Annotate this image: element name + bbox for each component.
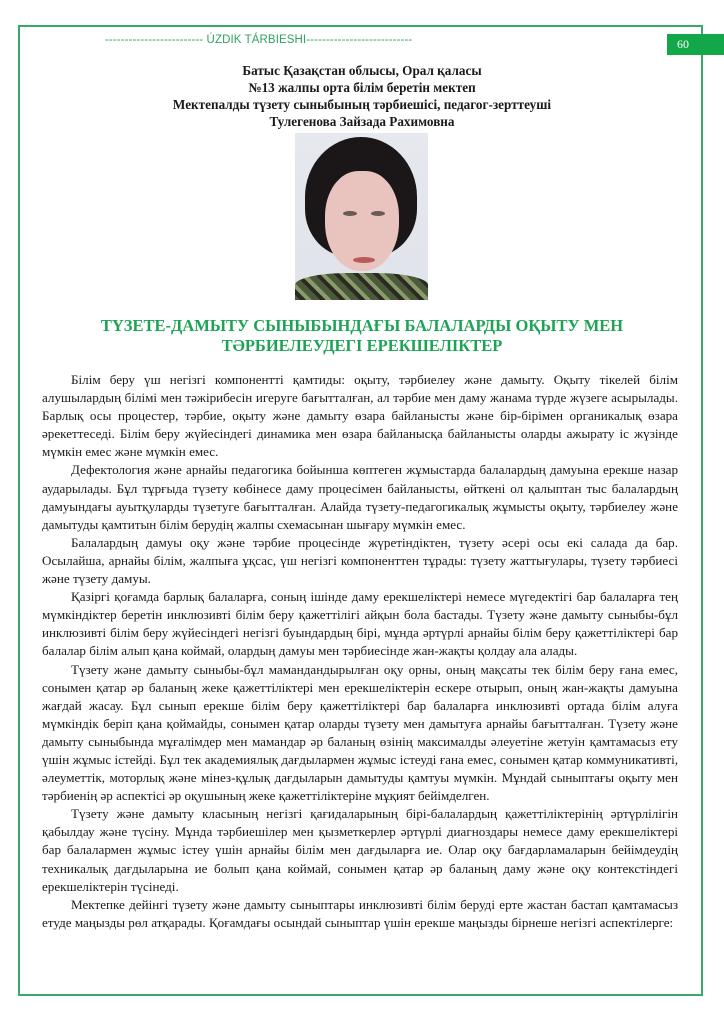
article-title-line-2: ТӘРБИЕЛЕУДЕГІ ЕРЕКШЕЛІКТЕР [221, 336, 503, 355]
paragraph: Дефектология және арнайы педагогика бойынша көптеген жұмыстарда балалардың дамуына ерекше назар аударылады. Бұл тұрғыда түзету көбінесе даму процесімен байланысты, өйткені ол қалыптан тыс балалардың дамуындағы ауытқуларды түзетуге бағытталған. Алайда түзету-педагогикалық жұмысты оқыту, тәрбиелеу және дамытуды қамтитын білім берудің жалпы схемасынан шығару мүмкін емес. [42, 462, 678, 532]
paragraph: Білім беру үш негізгі компонентті қамтиды: оқыту, тәрбиелеу және дамыту. Оқыту тікелей білім алушылардың білімі мен тәжірибесін игеруге бағытталған, ал тәрбие мен даму жанама түрде жүзеге асырылады. Барлық осы процестер, тәрбие, оқыту және дамыту өзара байланысты және бір-бірімен органикалық өзара әрекеттеседі. Білім беру жүйесіндегі динамика мен өзара байланысқа байланысты оларды ажырату іс жүзінде мүмкін емес және мүмкін емес. [42, 372, 678, 460]
portrait-eye-left [343, 211, 357, 216]
author-school: №13 жалпы орта білім беретін мектеп [248, 80, 476, 95]
author-portrait-photo [295, 133, 428, 300]
article-body [42, 371, 678, 932]
author-block [0, 62, 724, 130]
paragraph: Балалардың дамуы оқу және тәрбие процесінде жүретіндіктен, түзету әсері осы екі салада да бар. Осылайша, арнайы білім, жалпыға ұқсас, үш негізгі компоненттен тұрады: түзету жаттығулары, түзету тәрбиесі және түзету дамуы. [42, 534, 678, 587]
portrait-face [325, 171, 399, 271]
portrait-clothes [295, 273, 428, 300]
portrait-lips [353, 257, 375, 263]
article-title-line-1: ТҮЗЕТЕ-ДАМЫТУ СЫНЫБЫНДАҒЫ БАЛАЛАРДЫ ОҚЫТУ МЕН [100, 316, 624, 335]
author-position: Мектепалды түзету сыныбының тәрбиешісі, педагог-зерттеуші [172, 97, 552, 112]
paragraph: Мектепке дейінгі түзету және дамыту сыныптары инклюзивті білім беруді ерте жастан бастап қамтамасыз етуде маңызды рөл атқарады. Қоғамдағы осындай сыныптар үшін ерекше маңызды бірнеше негізгі аспектілерге: [42, 896, 678, 930]
author-name: Тулегенова Зайзада Рахимовна [269, 114, 455, 129]
paragraph: Түзету және дамыту класының негізгі қағидаларының бірі-балалардың қажеттіліктерінің әртүрлілігін қабылдау және түсіну. Мұнда тәрбиешілер мен қызметкерлер әртүрлі диагноздары немесе даму ерекшеліктері бар балалармен жұмыс істеу үшін арнайы білім мен дағдыларға ие. Олар оқу бағдарламаларын бейімдеудің техникалық дағдыларына ие болып қана коймай, сонымен қатар әр баланың даму және оқу контекстіндегі ерекшеліктерін түсінеді. [42, 806, 678, 894]
article-title [0, 316, 724, 356]
portrait-eye-right [371, 211, 385, 216]
author-region: Батыс Қазақстан облысы, Орал қаласы [242, 63, 482, 78]
paragraph: Қазіргі қоғамда барлық балаларға, соның ішінде даму ерекшеліктері немесе мүгедектігі бар балаларға тең мүмкіндіктер беретін инклюзивті білім беру қажеттілігі айқын бола бастады. Түзету және дамыту сыныбы-бұл инклюзивті білім беру жүйесіндегі негізгі буындардың бірі, мұнда әртүрлі арнайы білім беру қажеттіліктері бар балалар білім алып қана коймай, олардың дамуы мен тәрбиесінде жан-жақты қолдау ала алады. [42, 589, 678, 659]
paragraph: Түзету және дамыту сыныбы-бұл мамандандырылған оқу орны, оның мақсаты тек білім беру ғана емес, сонымен қатар әр баланың жеке қажеттіліктері мен ерекшеліктерін ескере отырып, оның жан-жақты дамуына жағдай жасау. Бұл сынып ерекше білім беру қажеттіліктері бар балаларға инклюзивті ортада білім алуға мүмкіндік беріп қана қоймайды, сонымен қатар оларды түзету мен дамытуға арнайы бағытталған. Түзету және дамыту сыныбында мұғалімдер мен мамандар әр баланың өзінің максималды әлеуетіне жетуін қамтамасыз ету үшін жұмыс істейді. Бұл тек академиялық дағдылармен жұмыс істеуді ғана емес, сонымен қатар коммуникативті, әлеуметтік, моторлық және мінез-құлық дағдыларын дамытуды қамтуы мүмкін. Мұндай сыныптағы оқыту мен тәрбиенің әр аспектісі әр оқушының жеке қажеттіліктеріне мұқият бейімделген. [42, 661, 678, 804]
running-head: ------------------------- ÚZDIK TÁRBIESHI--------------------------- [105, 34, 413, 46]
page-number-badge: 60 [667, 34, 724, 55]
